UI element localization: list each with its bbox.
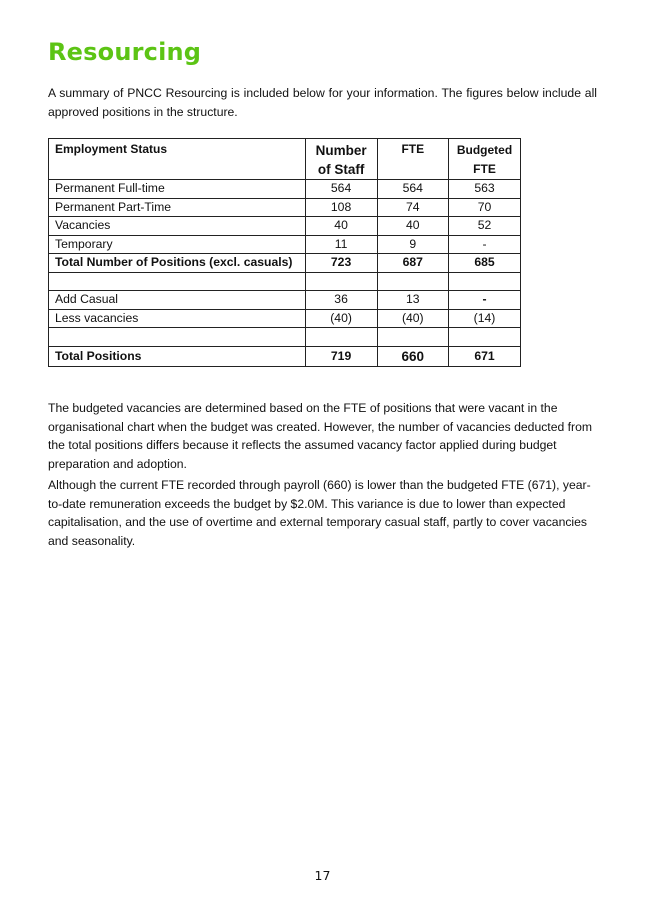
row-label: Total Positions: [49, 346, 306, 366]
page-title: Resourcing: [48, 38, 202, 66]
header-budgeted-fte: [449, 139, 521, 180]
cell-staff: 108: [305, 198, 377, 217]
cell-staff: 36: [305, 291, 377, 310]
intro-paragraph: A summary of PNCC Resourcing is included below for your information. The figures below include all approved positions in the structure.: [48, 86, 597, 119]
cell-fte: 660: [377, 346, 449, 366]
cell-fte: 687: [377, 254, 449, 273]
cell-budget: 70: [449, 198, 521, 217]
cell-budget: -: [449, 235, 521, 254]
row-label: Permanent Full-time: [49, 180, 306, 199]
header-employment-status: Employment Status: [49, 139, 306, 180]
page-number: 17: [314, 868, 331, 883]
spacer-row: [49, 272, 521, 291]
vacancies-paragraph: The budgeted vacancies are determined based on the FTE of positions that were vacant in the organisational chart when the budget was created. However, the number of vacancies deducted from the total positions differs because it reflects the assumed vacancy factor applied during budget preparation and adoption.: [48, 401, 593, 471]
row-label: Vacancies: [49, 217, 306, 236]
header-staff-line2: of Staff: [317, 162, 365, 177]
cell-budget: [449, 272, 521, 291]
cell-staff: 40: [305, 217, 377, 236]
cell-staff: (40): [305, 309, 377, 328]
table-row: [49, 235, 521, 254]
header-number-of-staff: [305, 139, 377, 180]
subtotal-row: [49, 254, 521, 273]
cell-staff: 719: [305, 346, 377, 366]
row-label: Permanent Part-Time: [49, 198, 306, 217]
cell-staff: 11: [305, 235, 377, 254]
row-label: Add Casual: [49, 291, 306, 310]
remuneration-paragraph: Although the current FTE recorded through payroll (660) is lower than the budgeted FTE (671), year-to-date remuneration exceeds the budget by $2.0M. This variance is due to lower than expected capitalisation, and the use of overtime and external temporary casual staff, partly to cover vacancies and seasonality.: [48, 478, 591, 548]
table-row: [49, 198, 521, 217]
cell-fte: [377, 272, 449, 291]
resourcing-table: [48, 138, 521, 367]
cell-budget: 671: [449, 346, 521, 366]
cell-fte: 564: [377, 180, 449, 199]
header-budget-line2: FTE: [473, 162, 496, 176]
cell-fte: 74: [377, 198, 449, 217]
table-row: [49, 291, 521, 310]
row-label: Total Number of Positions (excl. casuals): [49, 254, 306, 273]
table-row: [49, 309, 521, 328]
cell-budget: (14): [449, 309, 521, 328]
cell-fte: (40): [377, 309, 449, 328]
row-label: [49, 272, 306, 291]
row-label: Less vacancies: [49, 309, 306, 328]
cell-fte: 13: [377, 291, 449, 310]
total-row: [49, 346, 521, 366]
cell-fte: 9: [377, 235, 449, 254]
spacer-row: [49, 328, 521, 347]
cell-budget: 685: [449, 254, 521, 273]
table-header-row: [49, 139, 521, 180]
cell-budget: -: [449, 291, 521, 310]
cell-fte: 40: [377, 217, 449, 236]
header-staff-line1: Number: [315, 143, 367, 158]
cell-staff: 564: [305, 180, 377, 199]
row-label: [49, 328, 306, 347]
cell-budget: [449, 328, 521, 347]
cell-budget: 563: [449, 180, 521, 199]
table-row: [49, 217, 521, 236]
cell-fte: [377, 328, 449, 347]
table-row: [49, 180, 521, 199]
cell-staff: [305, 272, 377, 291]
cell-staff: [305, 328, 377, 347]
row-label: Temporary: [49, 235, 306, 254]
header-budget-line1: Budgeted: [456, 143, 513, 157]
header-fte: FTE: [377, 139, 449, 180]
cell-budget: 52: [449, 217, 521, 236]
cell-staff: 723: [305, 254, 377, 273]
